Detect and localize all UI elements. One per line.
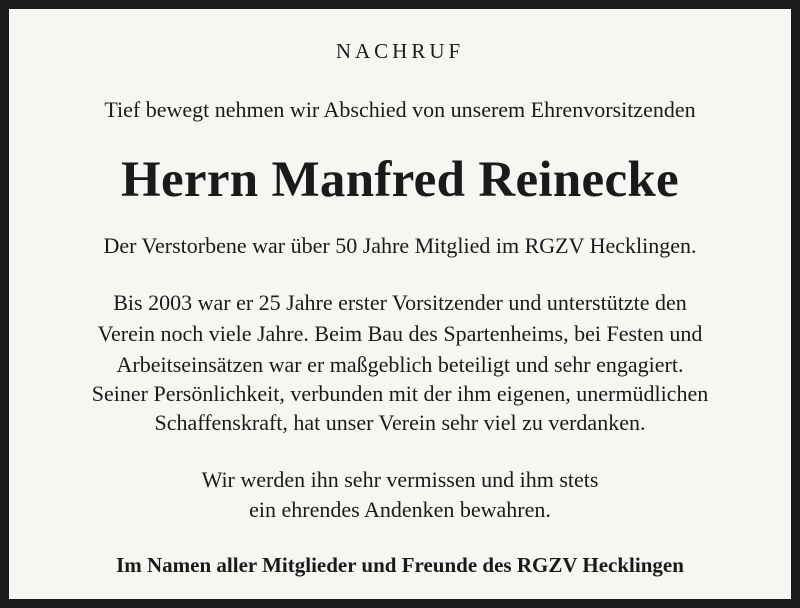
tribute-line: Verein noch viele Jahre. Beim Bau des Spartenheims, bei Festen und bbox=[97, 321, 703, 346]
membership-text: Der Verstorbene war über 50 Jahre Mitglied im RGZV Hecklingen. bbox=[103, 233, 697, 258]
closing-line: Wir werden ihn sehr vermissen und ihm stets bbox=[201, 467, 599, 492]
closing-line: ein ehrendes Andenken bewahren. bbox=[249, 497, 551, 522]
tribute-line: Bis 2003 war er 25 Jahre erster Vorsitzender und unterstützte den bbox=[113, 290, 687, 315]
tribute-line: Arbeitseinsätzen war er maßgeblich beteiligt und sehr engagiert. bbox=[116, 352, 684, 377]
intro-text: Tief bewegt nehmen wir Abschied von unserem Ehrenvorsitzenden bbox=[104, 97, 696, 122]
tribute-line: Schaffenskraft, hat unser Verein sehr viel zu verdanken. bbox=[154, 410, 646, 435]
signature-line: Im Namen aller Mitglieder und Freunde des RGZV Hecklingen bbox=[116, 553, 684, 577]
tribute-line: Seiner Persönlichkeit, verbunden mit der ihm eigenen, unermüdlichen bbox=[91, 381, 709, 406]
deceased-name: Herrn Manfred Reinecke bbox=[120, 152, 679, 208]
notice-heading: NACHRUF bbox=[335, 39, 465, 63]
